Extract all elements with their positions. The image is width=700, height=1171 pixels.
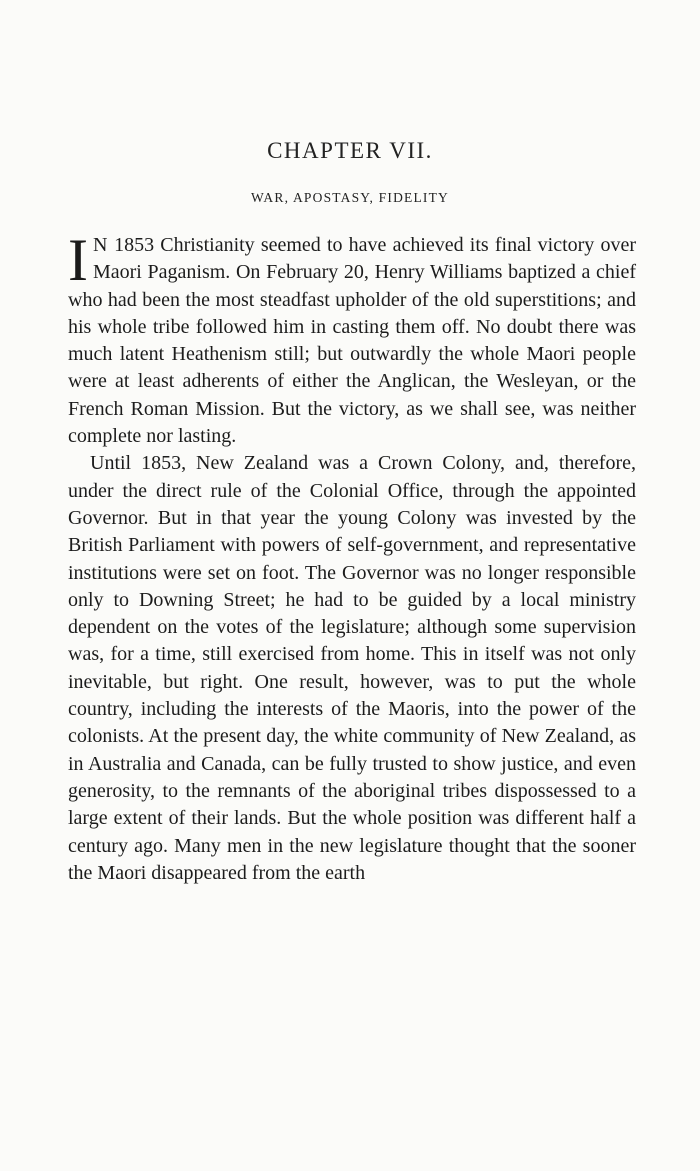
drop-cap: I [68,227,88,293]
paragraph-2: Until 1853, New Zealand was a Crown Colony, and, therefore, under the direct rule of the Colonial Office, through the appointed Governor. But in that year the young Colony was invested by the British Parliament with powers of self-government, and representative institutions were set on foot. The Governor was no longer responsible only to Downing Street; he had to be guided by a local ministry dependent on the votes of the legislature; although some supervision was, for a time, still exercised from home. This in itself was not only inevitable, but right. One result, however, was to put the whole country, including the interests of the Maoris, into the power of the colonists. At the present day, the white community of New Zealand, as in Australia and Canada, can be fully trusted to show justice, and even generosity, to the remnants of the aboriginal tribes dispossessed to a large extent of their lands. But the whole position was different half a century ago. Many men in the new legislature thought that the sooner the Maori disappeared from the earth [68,452,636,884]
body-text [68,227,636,887]
paragraph-1-lead: N [92,234,108,256]
chapter-subtitle: WAR, APOSTASY, FIDELITY [250,190,450,205]
paragraph-1-text: 1853 Christianity seemed to have achieved its final victory over Maori Paganism. On February 20, Henry Williams baptized a chief who had been the most steadfast upholder of the old superstitions; and his whole tribe followed him in casting them off. No doubt there was much latent Heathenism still; but outwardly the whole Maori people were at least adherents of either the Anglican, the Wesleyan, or the French Roman Mission. But the victory, as we shall see, was neither complete nor lasting. [68,234,636,448]
chapter-title: CHAPTER VII. [267,138,433,163]
paragraph-1 [68,227,636,450]
